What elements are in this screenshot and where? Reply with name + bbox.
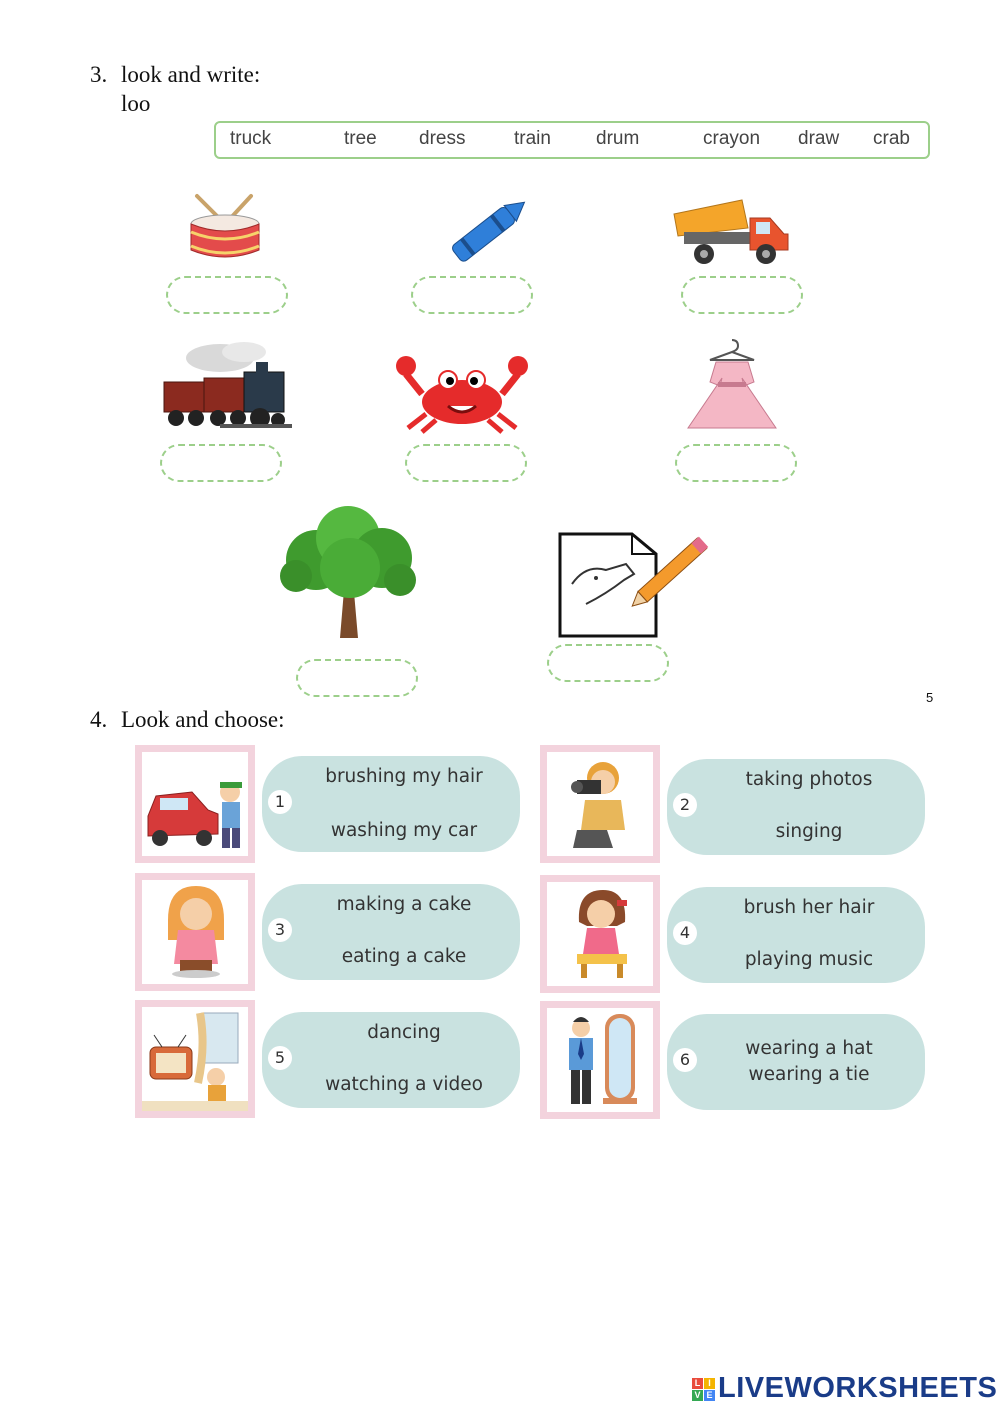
item-number: 1	[268, 790, 292, 814]
word-bank-item: truck	[230, 128, 272, 149]
crab-picture	[396, 344, 528, 434]
tree-picture	[276, 504, 420, 638]
drum-picture	[185, 192, 265, 264]
draw-picture	[556, 524, 714, 638]
choice-box-6	[667, 1014, 925, 1110]
choice-box-1	[262, 756, 520, 852]
truck-picture	[670, 190, 794, 268]
answer-input[interactable]	[413, 278, 535, 314]
option-a[interactable]: brushing my hair	[325, 766, 483, 787]
item-number: 2	[673, 793, 697, 817]
choice-box-2	[667, 759, 925, 855]
item-number: 3	[268, 918, 292, 942]
answer-input[interactable]	[407, 446, 529, 482]
option-a[interactable]: brush her hair	[743, 897, 875, 918]
crayon-picture	[440, 192, 538, 268]
option-a[interactable]: wearing a hat	[745, 1038, 873, 1059]
photo-brush-hair	[540, 875, 660, 993]
choice-box-5	[262, 1012, 520, 1108]
answer-input[interactable]	[168, 278, 290, 314]
answer-input[interactable]	[677, 446, 799, 482]
section-4-number: 4.	[90, 707, 108, 732]
photo-making-cake	[135, 873, 255, 991]
section-3-title: look and write:	[121, 62, 261, 87]
option-b[interactable]: washing my car	[330, 820, 478, 841]
item-number: 4	[673, 921, 697, 945]
answer-input[interactable]	[683, 278, 805, 314]
choice-box-4	[667, 887, 925, 983]
word-bank-item: crab	[873, 128, 910, 149]
answer-blank-dress[interactable]	[675, 444, 797, 482]
option-a[interactable]: making a cake	[336, 894, 472, 915]
photo-taking-photos	[540, 745, 660, 863]
choice-box-3	[262, 884, 520, 980]
word-bank-item: tree	[344, 128, 377, 149]
word-bank-item: train	[514, 128, 551, 149]
item-number: 5	[268, 1046, 292, 1070]
answer-blank-crayon[interactable]	[411, 276, 533, 314]
photo-wearing-tie	[540, 1001, 660, 1119]
option-b[interactable]: playing music	[744, 949, 874, 970]
option-b[interactable]: wearing a tie	[748, 1064, 870, 1085]
word-bank-item: draw	[798, 128, 840, 149]
page-number: 5	[926, 690, 934, 705]
option-a[interactable]: taking photos	[745, 769, 873, 790]
answer-input[interactable]	[298, 661, 420, 697]
answer-blank-draw[interactable]	[547, 644, 669, 682]
photo-watching-video	[135, 1000, 255, 1118]
word-bank	[214, 121, 930, 159]
option-a[interactable]: dancing	[367, 1022, 441, 1043]
section-4-heading	[90, 707, 285, 733]
answer-blank-tree[interactable]	[296, 659, 418, 697]
answer-blank-train[interactable]	[160, 444, 282, 482]
photo-washing-car	[135, 745, 255, 863]
train-picture	[160, 338, 294, 434]
answer-blank-truck[interactable]	[681, 276, 803, 314]
logo-text: LIVEWORKSHEETS	[718, 1372, 998, 1404]
word-bank-item: crayon	[703, 128, 761, 149]
section-3-number: 3.	[90, 62, 108, 87]
answer-input[interactable]	[549, 646, 671, 682]
word-bank-item: drum	[596, 128, 640, 149]
section-4-title: Look and choose:	[121, 707, 285, 732]
dress-picture	[680, 336, 784, 434]
answer-blank-drum[interactable]	[166, 276, 288, 314]
answer-blank-crab[interactable]	[405, 444, 527, 482]
section-3-subtext: loo	[121, 91, 151, 116]
option-b[interactable]: eating a cake	[341, 946, 467, 967]
logo-mark-icon: L I V E	[692, 1378, 716, 1402]
word-bank-item: dress	[419, 128, 466, 149]
section-3-heading	[90, 62, 260, 88]
answer-input[interactable]	[162, 446, 284, 482]
item-number: 6	[673, 1048, 697, 1072]
option-b[interactable]: singing	[775, 821, 843, 842]
option-b[interactable]: watching a video	[325, 1074, 483, 1095]
